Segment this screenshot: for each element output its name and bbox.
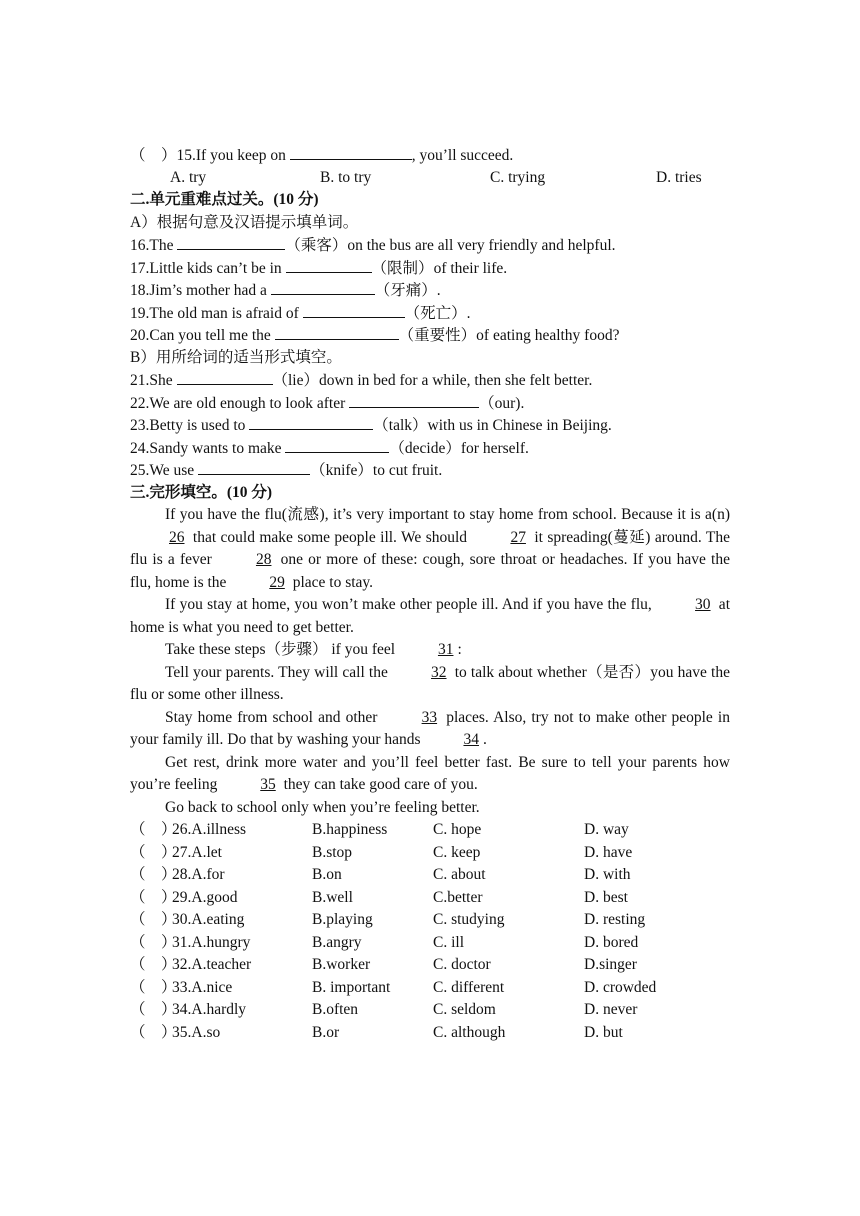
- passage-paragraph-4: [130, 662, 730, 707]
- fill-blank[interactable]: [290, 144, 412, 160]
- section-2-part-a-instruction: A）根据句意及汉语提示填单词。: [130, 213, 359, 231]
- question-text-end: with us in Chinese in Beijing.: [427, 417, 612, 434]
- passage-text: If you have the flu(流感), it’s very important to stay home from school. Because it is a(n): [165, 506, 730, 523]
- question-15-options: [130, 167, 730, 190]
- question-text-end: to cut fruit.: [372, 462, 443, 479]
- passage-text: Tell your parents. They will call the: [165, 663, 393, 681]
- option-c: C.better: [433, 888, 483, 906]
- option-b: B.happiness: [312, 821, 388, 838]
- option-a: 31.A.hungry: [172, 933, 251, 951]
- hint-text: （decide）: [389, 439, 461, 457]
- option-a: 35.A.so: [172, 1023, 221, 1041]
- option-d: D. with: [584, 866, 631, 883]
- question-25: [130, 459, 730, 482]
- blank-32[interactable]: 32: [431, 663, 447, 681]
- blank-33[interactable]: 33: [421, 708, 438, 726]
- question-text: 21.She: [130, 372, 177, 389]
- option-c: C. seldom: [433, 1001, 496, 1018]
- option-a: 28.A.for: [172, 866, 225, 883]
- question-text-end: down in bed for a while, then she felt better.: [319, 372, 593, 389]
- question-26: [130, 819, 730, 842]
- option-b: B.on: [312, 866, 342, 883]
- option-c: C. although: [433, 1023, 506, 1041]
- question-30: [130, 909, 730, 932]
- question-35: [130, 1022, 730, 1045]
- question-text: 17.Little kids can’t be in: [130, 259, 286, 277]
- question-23: [130, 414, 730, 437]
- question-33: [130, 977, 730, 1000]
- fill-blank[interactable]: [285, 437, 389, 453]
- question-19: [130, 302, 730, 325]
- hint-text: （牙痛）: [374, 282, 437, 299]
- answer-paren: （ ）: [130, 843, 177, 861]
- option-b: B. important: [312, 978, 391, 996]
- option-c: C. trying: [490, 168, 546, 186]
- passage-paragraph-3: [130, 639, 730, 662]
- hint-text: （our).: [479, 394, 525, 412]
- option-b: B.angry: [312, 933, 362, 951]
- section-3-title: 三.完形填空。(10 分): [130, 483, 273, 501]
- blank-31[interactable]: 31: [437, 641, 454, 658]
- option-d: D. have: [584, 843, 633, 861]
- question-32: [130, 954, 730, 977]
- answer-paren: （ ）: [130, 147, 177, 164]
- question-text-end: on the bus are all very friendly and helpful.: [347, 237, 616, 254]
- hint-text: （talk）: [373, 417, 428, 434]
- option-c: C. keep: [433, 843, 481, 861]
- question-text: 16.The: [130, 237, 178, 254]
- passage-text: Get rest, drink more water and you’ll feel better fast. Be sure to tell your parents how you’re feeling: [130, 753, 730, 793]
- question-24: [130, 437, 730, 460]
- question-text-end: .: [436, 282, 441, 299]
- blank-35[interactable]: 35: [260, 776, 276, 793]
- blank-27[interactable]: 27: [510, 528, 526, 546]
- question-text: 24.Sandy wants to make: [130, 439, 286, 457]
- option-b: B. to try: [320, 168, 372, 186]
- question-text: 20.Can you tell me the: [130, 327, 275, 344]
- fill-blank[interactable]: [303, 302, 405, 318]
- passage-text: place to stay.: [288, 573, 374, 591]
- hint-text: （knife）: [310, 462, 373, 479]
- fill-blank[interactable]: [349, 392, 479, 408]
- blank-34[interactable]: 34: [463, 731, 479, 748]
- question-text-end: of eating healthy food?: [476, 327, 620, 344]
- question-18: [130, 279, 730, 302]
- section-2-title: 二.单元重难点过关。(10 分): [130, 191, 319, 208]
- option-c: C. studying: [433, 911, 505, 928]
- option-b: B.worker: [312, 956, 371, 973]
- option-d: D. crowded: [584, 978, 657, 996]
- option-a: 34.A.hardly: [172, 1001, 247, 1018]
- question-text: 22.We are old enough to look after: [130, 394, 350, 412]
- fill-blank[interactable]: [286, 257, 372, 273]
- question-15: [130, 144, 730, 167]
- passage-paragraph-6: [130, 752, 730, 797]
- option-b: B.or: [312, 1023, 340, 1041]
- option-d: D. but: [584, 1023, 623, 1041]
- fill-blank[interactable]: [275, 324, 399, 340]
- option-a: 26.A.illness: [172, 821, 247, 838]
- hint-text: （限制）: [371, 259, 434, 277]
- passage-text: :: [457, 641, 462, 658]
- hint-text: （lie）: [272, 372, 319, 389]
- question-stem-start: 15.If you keep on: [176, 147, 290, 164]
- answer-paren: （ ）: [130, 933, 177, 951]
- option-c: C. ill: [433, 933, 465, 951]
- option-c: C. about: [433, 866, 486, 883]
- passage-text: .: [482, 731, 487, 748]
- option-d: D. tries: [656, 168, 702, 186]
- answer-paren: （ ）: [130, 888, 177, 906]
- question-text-end: for herself.: [460, 439, 529, 457]
- fill-blank[interactable]: [271, 279, 375, 295]
- question-text-end: of their life.: [433, 259, 508, 277]
- passage-paragraph-1: [130, 504, 730, 594]
- question-16: [130, 234, 730, 257]
- answer-paren: （ ）: [130, 978, 177, 996]
- option-a: 33.A.nice: [172, 978, 233, 996]
- option-a: 27.A.let: [172, 843, 222, 861]
- question-29: [130, 887, 730, 910]
- passage-text: it spreading(蔓延) around. The flu is a fever: [130, 528, 730, 568]
- question-22: [130, 392, 730, 415]
- option-d: D. way: [584, 821, 629, 838]
- option-c: C. different: [433, 978, 505, 996]
- question-text: 25.We use: [130, 462, 199, 479]
- passage-text: Stay home from school and other: [165, 708, 383, 726]
- passage-text: Take these steps（步骤） if you feel: [165, 641, 399, 658]
- answer-paren: （ ）: [130, 911, 177, 928]
- question-34: [130, 999, 730, 1022]
- option-a: A. try: [170, 168, 207, 186]
- question-text: 23.Betty is used to: [130, 417, 250, 434]
- option-d: D.singer: [584, 956, 637, 973]
- passage-text: places. Also, try not to make other people in your family ill. Do that by washing your hands: [130, 708, 730, 748]
- blank-29[interactable]: 29: [269, 573, 285, 591]
- option-a: 30.A.eating: [172, 911, 245, 928]
- question-text: 18.Jim’s mother had a: [130, 282, 271, 299]
- option-d: D. resting: [584, 911, 646, 928]
- fill-blank[interactable]: [198, 459, 310, 475]
- option-b: B.well: [312, 888, 353, 906]
- blank-28[interactable]: 28: [255, 551, 272, 568]
- question-17: [130, 257, 730, 280]
- passage-paragraph-7: Go back to school only when you’re feeling better.: [165, 798, 480, 816]
- question-21: [130, 369, 730, 392]
- hint-text: （乘客）: [285, 237, 348, 254]
- question-stem-end: , you’ll succeed.: [411, 147, 514, 164]
- answer-paren: （ ）: [130, 1023, 177, 1041]
- passage-paragraph-5: [130, 707, 730, 752]
- answer-paren: （ ）: [130, 821, 177, 838]
- passage-text: to talk about whether（是否）you have the flu or some other illness.: [130, 663, 730, 703]
- fill-blank[interactable]: [249, 414, 373, 430]
- section-2-part-b-instruction: B）用所给词的适当形式填空。: [130, 348, 342, 366]
- blank-30[interactable]: 30: [695, 596, 711, 613]
- passage-paragraph-2: [130, 594, 730, 639]
- worksheet-page: [130, 144, 730, 1044]
- question-20: [130, 324, 730, 347]
- answer-paren: （ ）: [130, 866, 177, 883]
- question-28: [130, 864, 730, 887]
- answer-paren: （ ）: [130, 1001, 177, 1018]
- passage-text: If you stay at home, you won’t make other people ill. And if you have the flu,: [165, 596, 657, 613]
- option-b: B.stop: [312, 843, 353, 861]
- option-d: D. bored: [584, 933, 639, 951]
- fill-blank[interactable]: [177, 369, 273, 385]
- option-d: D. never: [584, 1001, 638, 1018]
- option-c: C. hope: [433, 821, 482, 838]
- question-31: [130, 932, 730, 955]
- passage-text: at home is what you need to get better.: [130, 596, 730, 636]
- blank-26[interactable]: 26: [169, 528, 185, 546]
- option-a: 29.A.good: [172, 888, 238, 906]
- question-text: 19.The old man is afraid of: [130, 304, 303, 322]
- option-b: B.often: [312, 1001, 359, 1018]
- question-27: [130, 842, 730, 865]
- option-d: D. best: [584, 888, 628, 906]
- hint-text: （死亡）: [404, 304, 467, 322]
- question-text-end: .: [466, 304, 471, 322]
- passage-text: that could make some people ill. We should: [188, 528, 472, 546]
- answer-paren: （ ）: [130, 956, 177, 973]
- option-b: B.playing: [312, 911, 373, 928]
- option-c: C. doctor: [433, 956, 491, 973]
- fill-blank[interactable]: [177, 234, 285, 250]
- passage-text: one or more of these: cough, sore throat or headaches. If you have the flu, home is the: [130, 551, 730, 591]
- passage-text: they can take good care of you.: [279, 776, 478, 793]
- hint-text: （重要性）: [398, 327, 477, 344]
- option-a: 32.A.teacher: [172, 956, 252, 973]
